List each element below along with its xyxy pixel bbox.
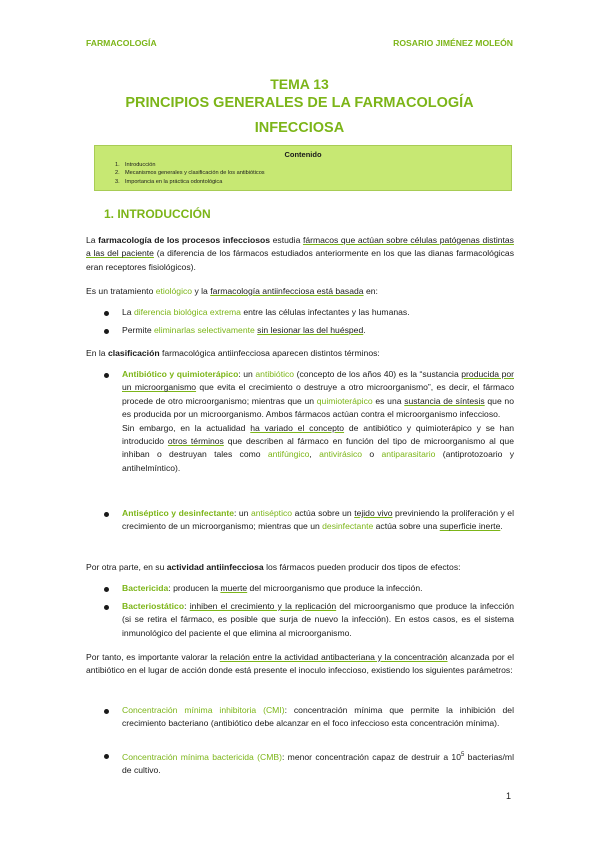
contents-item-label: Introducción	[125, 162, 156, 168]
list-item-antiseptico-desinfectante: Antiséptico y desinfectante: un antiséptico actúa sobre un tejido vivo previniendo la proliferación y el crecimiento de un microorganismo; mientras que un desinfectante actúa sobre una superficie inerte.	[122, 508, 514, 532]
header-author: ROSARIO JIMÉNEZ MOLEÓN	[393, 38, 513, 48]
bullet-icon	[104, 373, 109, 378]
paragraph-classification: En la clasificación farmacológica antiinfecciosa aparecen distintos términos:	[86, 348, 380, 358]
document-title-line2: INFECCIOSA	[254, 120, 345, 136]
contents-item-number: 3.	[115, 178, 120, 185]
list-item-biological-difference: La diferencia biológica extrema entre las células infectantes y las humanas.	[122, 307, 410, 317]
contents-item	[115, 169, 511, 177]
list-item-bactericida: Bactericida: producen la muerte del microorganismo que produce la infección.	[122, 583, 423, 593]
list-item-antibiotico-quimioterapico: Antibiótico y quimioterápico: un antibiótico (concepto de los años 40) es la “sustancia producida por un microorganismo que evita el crecimiento o destruye a otro microorganismo”, es decir, el fármaco procede de otro microorganismo; mientras que un quimioterápico es una sustancia de síntesis que no es producida por un microorganismo. Ambos fármacos actúan contra el microorganismo infeccioso. Sin embargo, en la actualidad ha variado el concepto de antibiótico y quimioterápico y se han introducido otros términos que describen al fármaco en función del tipo de microorganismo al que inhiban o destruyan tales como antifúngico, antivirásico o antiparasitario (antiprotozoario y antihelmíntico).	[122, 369, 514, 473]
bullet-icon	[104, 605, 109, 610]
header-subject: FARMACOLOGÍA	[86, 38, 157, 48]
contents-heading: Contenido	[284, 150, 322, 159]
paragraph-definition: La farmacología de los procesos infecciosos estudia fármacos que actúan sobre células patógenas distintas a las del paciente (a diferencia de los fármacos estudiados anteriormente en los que las dianas farmacológicas eran receptores fisiológicos).	[86, 235, 515, 272]
bullet-icon	[104, 329, 109, 334]
contents-item-label: Importancia en la práctica odontológica	[125, 178, 223, 185]
list-item-bacteriostatico: Bacteriostático: inhiben el crecimiento y la replicación del microorganismo que produce la infección (si se retira el fármaco, es posible que surja de nuevo la infección). En estos casos, es el sistema inmunológico del paciente el que elimina al microorganismo.	[122, 601, 514, 638]
contents-list	[115, 161, 511, 186]
contents-item-number: 1.	[115, 162, 120, 168]
bullet-icon	[104, 709, 109, 714]
list-item-cmb: Concentración mínima bactericida (CMB): menor concentración capaz de destruir a $10^5$ bacterias/ml de cultivo.	[122, 751, 514, 776]
section-heading-introduccion: 1. INTRODUCCIÓN	[104, 207, 211, 221]
bullet-icon	[104, 587, 109, 592]
bullet-icon	[104, 754, 109, 759]
paragraph-treatment: Es un tratamiento etiológico y la farmacología antiinfecciosa está basada en:	[86, 286, 378, 296]
contents-item-number: 2.	[115, 170, 120, 177]
contents-item	[115, 161, 511, 169]
bullet-icon	[104, 512, 109, 517]
tema-title: TEMA 13	[270, 76, 329, 92]
contents-box	[94, 145, 512, 191]
bullet-icon	[104, 311, 109, 316]
contents-item	[115, 178, 511, 186]
page-number: 1	[506, 791, 512, 801]
list-item-selective-elimination: Permite eliminarlas selectivamente sin lesionar las del huésped.	[122, 325, 366, 335]
paragraph-concentration: Por tanto, es importante valorar la relación entre la actividad antibacteriana y la concentración alcanzada por el antibiótico en el lugar de acción donde está presente el inoculo infeccioso, existiendo los siguientes parámetros:	[86, 652, 514, 676]
paragraph-effects: Por otra parte, en su actividad antiinfecciosa los fármacos pueden producir dos tipos de efectos:	[86, 562, 461, 572]
contents-item-label: Mecanismos generales y clasificación de los antibióticos	[125, 170, 265, 177]
list-item-cmi: Concentración mínima inhibitoria (CMI): concentración mínima que permite la inhibición del crecimiento bacteriano (antibiótico debe alcanzar en el foco infeccioso esta concentración mínima).	[122, 705, 514, 729]
document-title-line1: PRINCIPIOS GENERALES DE LA FARMACOLOGÍA	[125, 95, 474, 111]
